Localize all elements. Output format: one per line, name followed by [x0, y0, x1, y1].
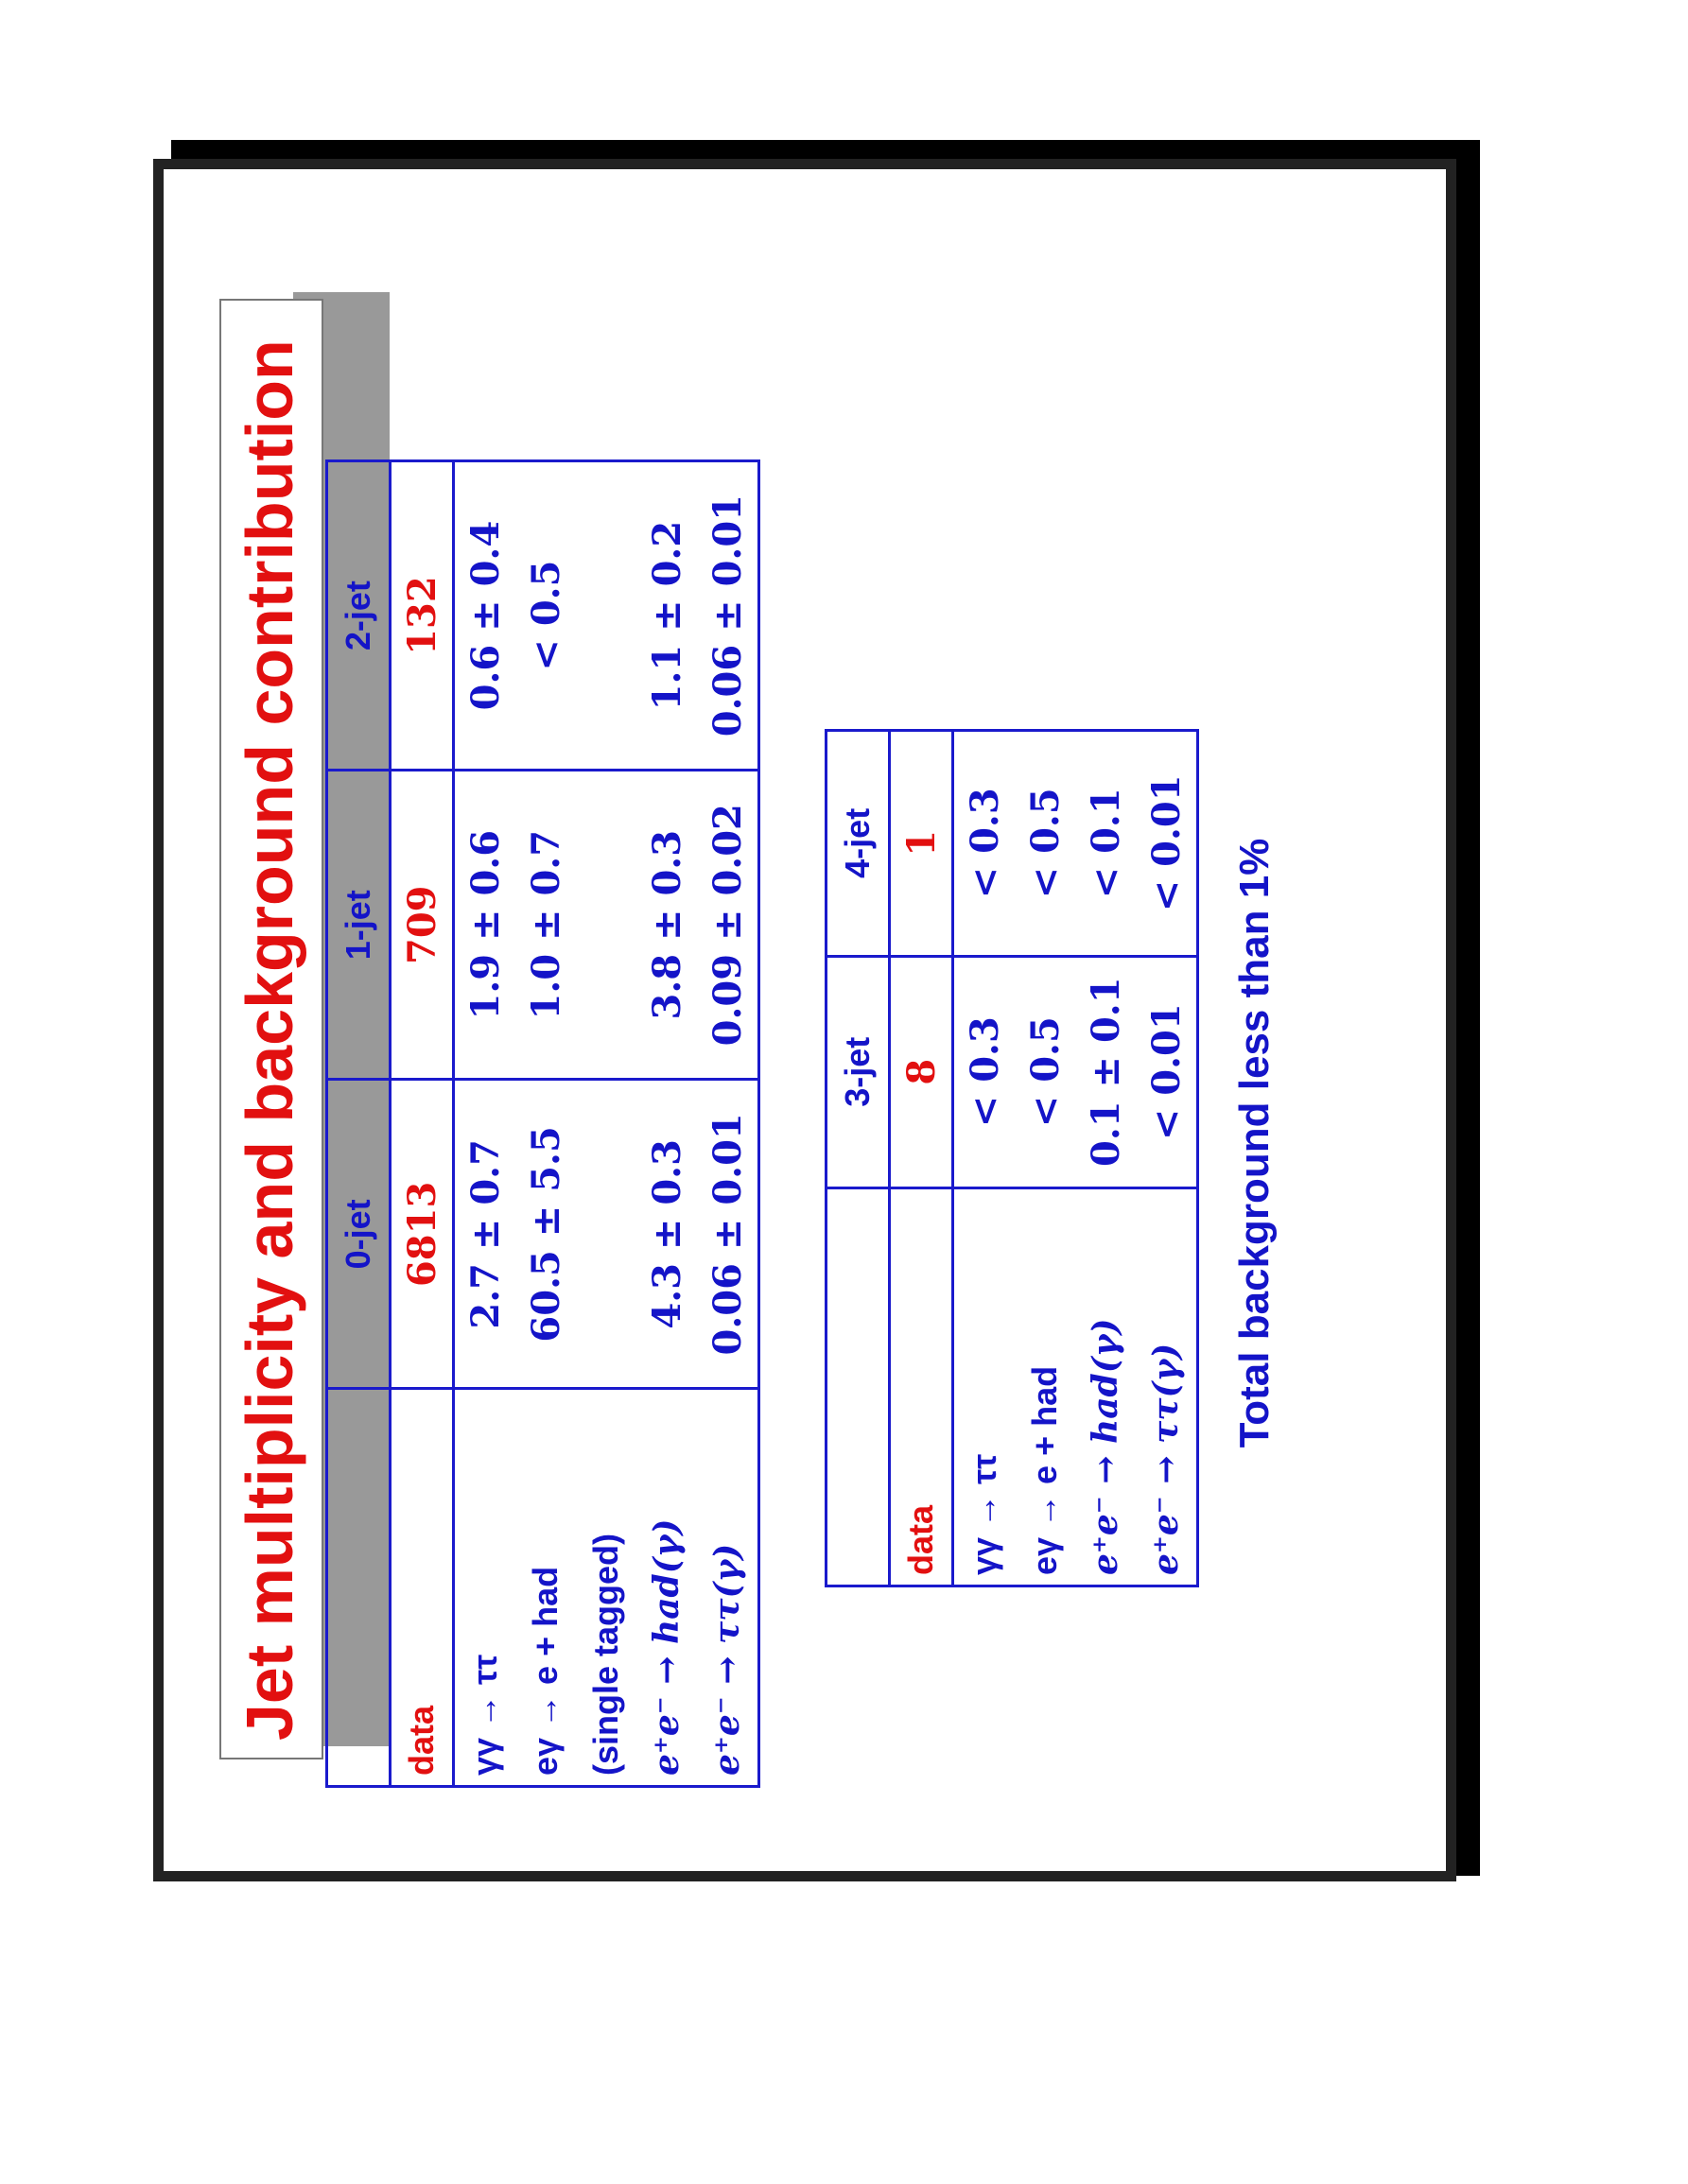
background-label: e⁺e⁻ → had(γ): [636, 1389, 697, 1787]
background-value: 0.06 ± 0.01: [697, 461, 759, 771]
data-count: 132: [391, 461, 454, 771]
background-label: (single tagged): [576, 1389, 636, 1787]
background-value: < 0.1: [1075, 731, 1136, 957]
data-count: 1: [890, 731, 953, 957]
total-background-note: Total background less than 1%: [1231, 838, 1278, 1448]
background-value: 60.5 ± 5.5: [515, 1080, 576, 1389]
slide-content: [163, 169, 1447, 1871]
background-value: 0.09 ± 0.02: [697, 771, 759, 1080]
background-value: 0.1 ± 0.1: [1075, 956, 1136, 1187]
background-label: eγ → e + had: [1015, 1187, 1075, 1586]
slide-title: Jet multiplicity and background contribution: [233, 339, 306, 1741]
background-value: < 0.3: [953, 956, 1016, 1187]
background-label: eγ → e + had: [515, 1389, 576, 1787]
data-count: 6813: [391, 1080, 454, 1389]
column-header: 2-jet: [327, 461, 391, 771]
background-value: 3.8 ± 0.3: [636, 771, 697, 1080]
background-value: < 0.5: [515, 461, 576, 771]
background-value: < 0.01: [1136, 731, 1198, 957]
column-header: 0-jet: [327, 1080, 391, 1389]
background-value: 0.6 ± 0.4: [454, 461, 516, 771]
background-label: e⁺e⁻ → had(γ): [1075, 1187, 1136, 1586]
background-value: < 0.5: [1015, 731, 1075, 957]
background-value: [576, 461, 636, 771]
background-value: 0.06 ± 0.01: [697, 1080, 759, 1389]
header-empty-cell: [827, 1187, 890, 1586]
background-value: < 0.01: [1136, 956, 1198, 1187]
background-value: 1.9 ± 0.6: [454, 771, 516, 1080]
data-row-label: data: [391, 1389, 454, 1787]
background-label: γγ → ττ: [454, 1389, 516, 1787]
background-value: [576, 1080, 636, 1389]
data-count: 709: [391, 771, 454, 1080]
background-value: 1.0 ± 0.7: [515, 771, 576, 1080]
background-value: < 0.3: [953, 731, 1016, 957]
background-label: e⁺e⁻ → ττ(γ): [697, 1389, 759, 1787]
column-header: 4-jet: [827, 731, 890, 957]
background-label: e⁺e⁻ → ττ(γ): [1136, 1187, 1198, 1586]
column-header: 1-jet: [327, 771, 391, 1080]
data-row-label: data: [890, 1187, 953, 1586]
background-table-3-4-jet: [825, 729, 1199, 1587]
background-value: [576, 771, 636, 1080]
data-count: 8: [890, 956, 953, 1187]
column-header: 3-jet: [827, 956, 890, 1187]
background-label: γγ → ττ: [953, 1187, 1016, 1586]
background-value: 1.1 ± 0.2: [636, 461, 697, 771]
background-value: 4.3 ± 0.3: [636, 1080, 697, 1389]
header-empty-cell: [327, 1389, 391, 1787]
background-value: 2.7 ± 0.7: [454, 1080, 516, 1389]
background-table-0-2-jet: [325, 459, 760, 1788]
background-value: < 0.5: [1015, 956, 1075, 1187]
